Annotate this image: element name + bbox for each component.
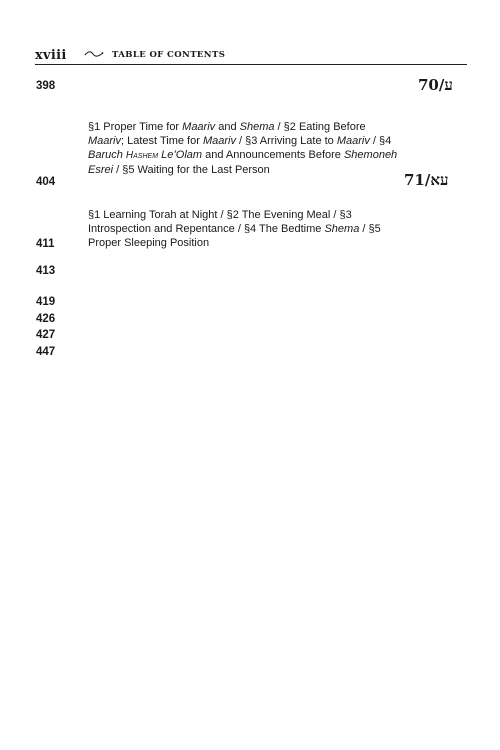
header-rule — [35, 64, 467, 65]
section-summary: §1 Learning Torah at Night / §2 The Evening Meal / §3 Introspection and Repentance / §4 The Bedtime Shema / §5 Proper Sleeping Position — [88, 209, 381, 249]
ornament-icon — [84, 49, 104, 59]
page-number[interactable]: 426 — [36, 313, 56, 325]
page-header — [35, 48, 467, 64]
page-number[interactable]: 419 — [36, 296, 56, 308]
siman-number: ע/70 — [418, 76, 453, 94]
siman-number: עא/71 — [404, 171, 449, 189]
page-number[interactable]: 411 — [36, 238, 55, 250]
section-summary: §1 Proper Time for Maariv and Shema / §2 Eating Before Maariv; Latest Time for Maariv / §3 Arriving Late to Maariv / §4 Baruch Hashem Le’Olam and Announcements Before Shemoneh Esrei / §5 Waiting for the Last Person — [88, 121, 398, 176]
page-number[interactable]: 404 — [36, 176, 56, 188]
page-number[interactable]: 447 — [36, 346, 56, 358]
folio: xviii — [35, 48, 67, 63]
running-head: TABLE OF CONTENTS — [112, 50, 226, 60]
page-number[interactable]: 413 — [36, 265, 56, 277]
page-number[interactable]: 427 — [36, 329, 56, 341]
page-number[interactable]: 398 — [36, 80, 56, 92]
